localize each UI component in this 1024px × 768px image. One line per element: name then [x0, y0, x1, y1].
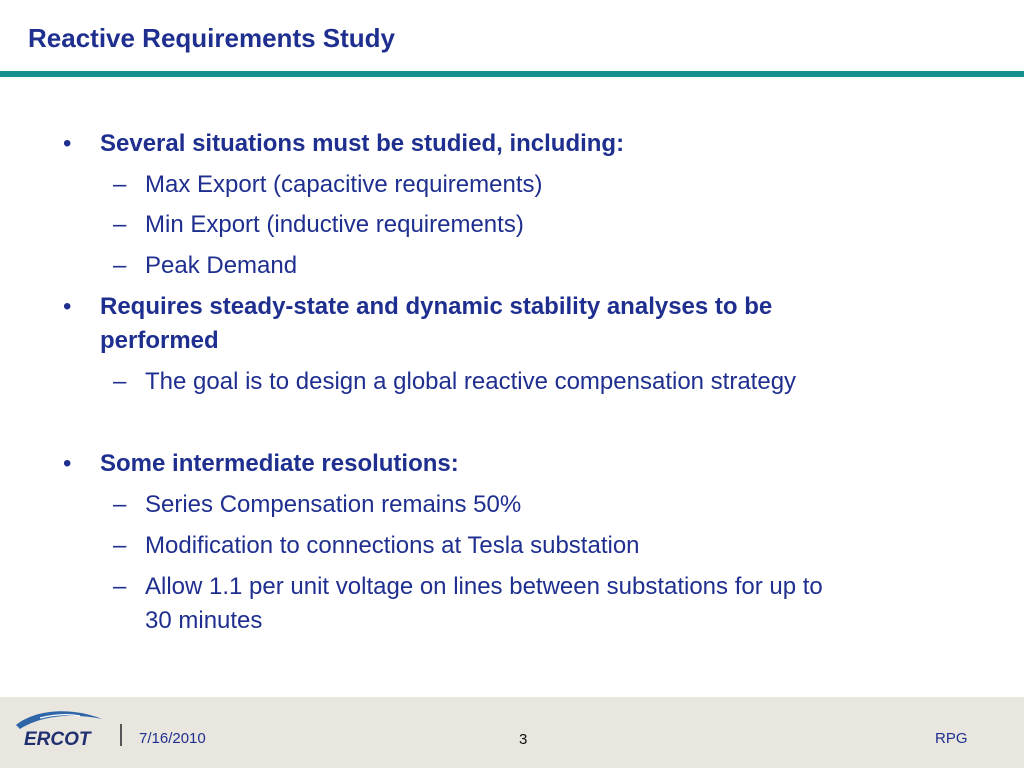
sub-bullet-marker: –: [113, 491, 127, 518]
sub-bullet-marker: –: [113, 532, 127, 559]
bullet-text: Requires steady-state and dynamic stability analyses to be: [100, 293, 773, 320]
bullet-text: Some intermediate resolutions:: [100, 450, 459, 477]
sub-bullet-text: Allow 1.1 per unit voltage on lines between substations for up to: [145, 573, 823, 600]
bullet-marker: •: [63, 293, 72, 320]
sub-bullet-text-continuation: 30 minutes: [145, 607, 263, 634]
sub-bullet-marker: –: [113, 573, 127, 600]
ercot-logo: [10, 707, 106, 755]
footer-divider: [120, 724, 122, 746]
sub-bullet-marker: –: [113, 211, 127, 238]
bullet-marker: •: [63, 450, 72, 477]
sub-bullet-text: The goal is to design a global reactive compensation strategy: [145, 368, 797, 395]
sub-bullet-marker: –: [113, 171, 127, 198]
svg-text:ERCOT: ERCOT: [24, 729, 91, 750]
sub-bullet-text: Min Export (inductive requirements): [145, 211, 524, 238]
footer-date: 7/16/2010: [139, 730, 206, 747]
bullet-text-continuation: performed: [100, 327, 219, 354]
footer-org-label: RPG: [935, 730, 968, 747]
sub-bullet-text: Modification to connections at Tesla substation: [145, 532, 640, 559]
slide-title: Reactive Requirements Study: [28, 23, 396, 53]
bullet-marker: •: [63, 130, 72, 157]
sub-bullet-text: Max Export (capacitive requirements): [145, 171, 543, 198]
page-number: 3: [519, 731, 528, 748]
sub-bullet-marker: –: [113, 368, 127, 395]
sub-bullet-text: Series Compensation remains 50%: [145, 491, 522, 518]
sub-bullet-text: Peak Demand: [145, 252, 298, 279]
sub-bullet-marker: –: [113, 252, 127, 279]
slide-footer: [0, 697, 1024, 768]
bullet-text: Several situations must be studied, including:: [100, 130, 625, 157]
